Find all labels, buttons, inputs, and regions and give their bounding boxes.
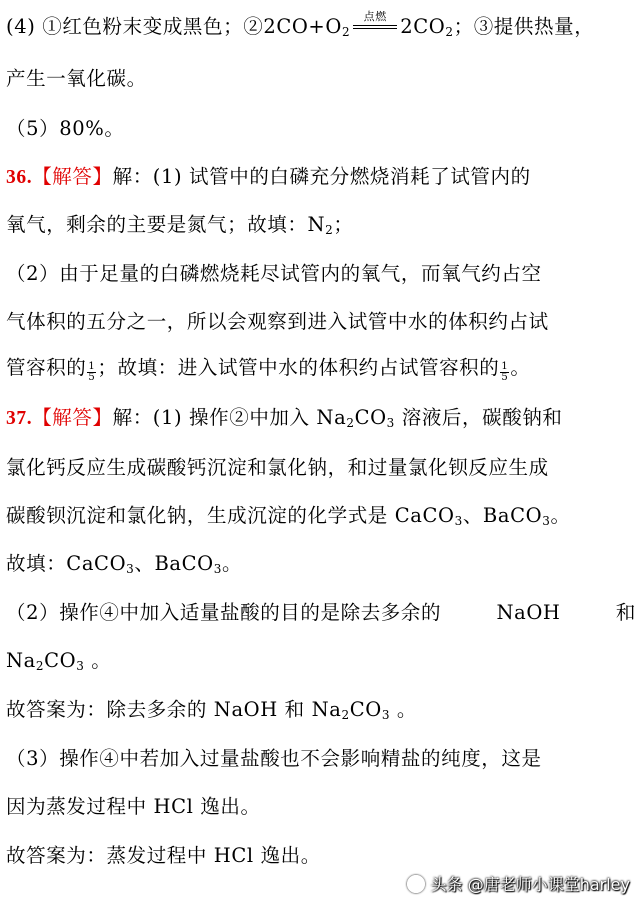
question-36-part-2: （2）由于足量的白磷燃烧耗尽试管内的氧气，而氧气约占空	[6, 262, 542, 285]
fraction-numerator: 1	[88, 361, 96, 372]
question-36-text: 解：(1) 试管中的白磷充分燃烧消耗了试管内的	[112, 165, 531, 188]
answer-4-line	[6, 10, 636, 40]
text-segment: 。	[390, 698, 417, 721]
text-segment: CO	[354, 406, 387, 429]
question-36-text-b: ；	[333, 213, 354, 236]
subscript: 3	[76, 659, 85, 673]
question-37-answer-2	[6, 697, 636, 723]
question-37-answer-3: 故答案为：蒸发过程中 HCl 逸出。	[6, 844, 321, 867]
answer-4-text-b: 2CO	[400, 15, 446, 38]
question-36-header	[6, 164, 636, 191]
subscript: 2	[341, 708, 350, 722]
text-segment: 故答案为：除去多余的 NaOH 和 Na	[6, 698, 342, 721]
text-segment: 。	[550, 504, 571, 527]
question-number-36: 36.	[6, 167, 33, 188]
answer-4-continued: 产生一氧化碳。	[6, 67, 147, 90]
question-37-part-2-cont	[6, 648, 636, 674]
text-segment: 管容积的	[6, 356, 87, 379]
subscript: 3	[454, 514, 463, 528]
question-37-line-3	[6, 503, 636, 529]
avatar-icon	[407, 875, 425, 893]
solution-tag-36: 【解答】	[32, 165, 113, 188]
text-segment: CO	[349, 698, 382, 721]
text-segment: 。	[222, 552, 243, 575]
text-segment: CO	[44, 649, 77, 672]
text-segment: 解：(1) 操作②中加入 Na	[112, 406, 347, 429]
subscript: 3	[126, 562, 135, 576]
subscript: 2	[445, 25, 454, 39]
fraction-denominator: 5	[88, 372, 96, 383]
subscript: 3	[386, 416, 395, 430]
question-37-answer-1	[6, 551, 636, 577]
question-37-part-3: （3）操作④中若加入过量盐酸也不会影响精盐的纯度，这是	[6, 747, 542, 770]
text-segment: （2）操作④中加入适量盐酸的目的是除去多余的	[6, 601, 442, 624]
answer-4-text-a: (4) ①红色粉末变成黑色；②2CO+O	[6, 15, 342, 38]
answer-4-text-c: ；③提供热量，	[453, 15, 595, 38]
subscript: 2	[346, 416, 355, 430]
text-segment: 碳酸钡沉淀和氯化钠，生成沉淀的化学式是 CaCO	[6, 504, 455, 527]
fraction-denominator: 5	[501, 372, 509, 383]
subscript: 3	[542, 514, 551, 528]
text-segment: 。	[510, 356, 531, 379]
text-segment: Na	[6, 649, 36, 672]
fraction-one-fifth	[500, 362, 509, 383]
subscript: 3	[381, 708, 391, 722]
question-37-part-2	[6, 600, 636, 626]
reaction-condition-label: 点燃	[363, 10, 387, 23]
question-number-37: 37.	[6, 408, 33, 429]
solution-tag-37: 【解答】	[32, 406, 113, 429]
text-segment: 、BaCO	[462, 504, 543, 527]
question-37-line-2: 氯化钙反应生成碳酸钙沉淀和氯化钠，和过量氯化钡反应生成	[6, 456, 549, 479]
watermark	[407, 872, 630, 895]
answer-5-line: （5）80%。	[6, 117, 125, 140]
text-segment: ；故填：进入试管中水的体积约占试管容积的	[97, 356, 500, 379]
text-segment: 、BaCO	[134, 552, 214, 575]
text-segment: 溶液后，碳酸钠和	[394, 406, 563, 429]
question-36-part-2-answer	[6, 355, 636, 383]
question-36-text-a: 氧气，剩余的主要是氮气；故填：N	[6, 213, 326, 236]
fraction-numerator: 1	[501, 361, 509, 372]
watermark-text: 头条 @唐老师小课堂harley	[430, 875, 630, 894]
subscript: 2	[35, 659, 45, 673]
text-segment: 故填：CaCO	[6, 552, 127, 575]
text-segment: NaOH	[496, 601, 561, 624]
subscript: 2	[325, 223, 334, 237]
reaction-condition-arrow	[351, 10, 399, 35]
subscript: 2	[341, 25, 351, 39]
question-36-line-2	[6, 212, 636, 238]
text-segment: 。	[84, 649, 112, 672]
question-36-part-2-cont: 气体积的五分之一，所以会观察到进入试管中水的体积约占试	[6, 310, 549, 333]
text-segment: 和	[615, 601, 636, 624]
fraction-one-fifth	[87, 362, 96, 383]
question-37-header	[6, 405, 636, 432]
subscript: 3	[213, 562, 223, 576]
question-37-part-3-cont: 因为蒸发过程中 HCl 逸出。	[6, 795, 261, 818]
